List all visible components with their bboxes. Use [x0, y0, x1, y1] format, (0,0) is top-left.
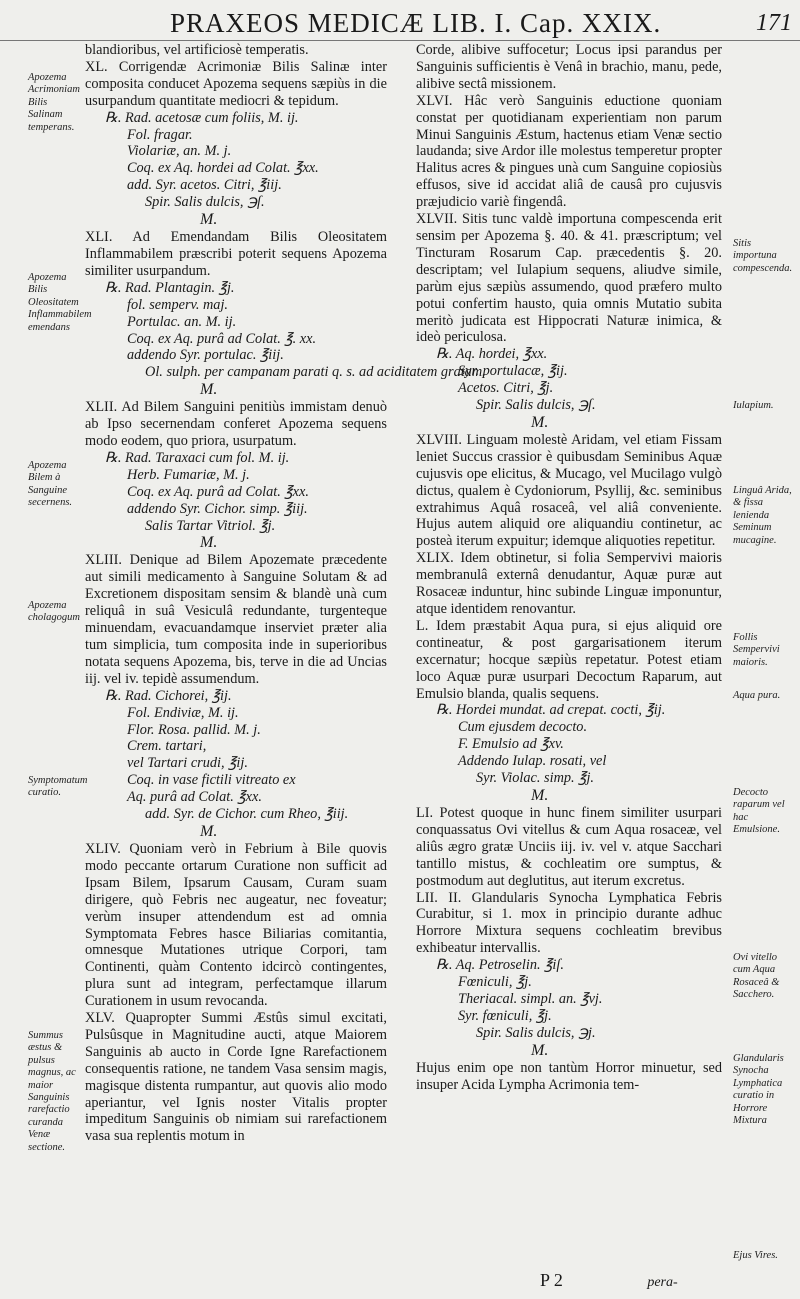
- prescription-line: ℞. Aq. hordei, ℥xx.: [436, 346, 548, 363]
- margin-note: Aqua pura.: [733, 690, 781, 701]
- prescription: [416, 702, 722, 805]
- prescription: [85, 110, 387, 229]
- prescription: [85, 450, 387, 553]
- prescription-line: Coq. in vase fictili vitreato ex: [127, 772, 296, 789]
- paragraph: LII. II. Glandularis Synocha Lymphatica Febris Curabitur, si 1. mox in principio durante adhuc Horrore Mixtura sequens cochleatim brevibus exhibeatur intervallis.: [416, 889, 722, 957]
- paragraph: LI. Potest quoque in hunc finem similiter usurpari conquassatus Ovi vitellus & cum Aqua rosaceæ, vel aliûs ægro gratæ Unciis iij. iv. vel v. atque Sacchari tantillo mistus, & cochleatim ore sumptus, & postmodum aut deglutitus, aut iterum excretus.: [416, 804, 722, 889]
- prescription-line: fol. semperv. maj.: [127, 296, 228, 313]
- paragraph: XL. Corrigendæ Acrimoniæ Bilis Salinæ inter composita conducet Apozema sequens sæpiùs in die usurpandum quantitate mediocri & tepidum.: [85, 58, 387, 109]
- prescription-line: Acetos. Citri, ℥j.: [458, 380, 554, 397]
- catchword: pera-: [647, 1275, 678, 1290]
- paragraph: XLIV. Quoniam verò in Febrium à Bile quovis modo peccante ortarum Curatione non sufficit ad Ipsam Bilem, Ipsarum Causam, Curam suam dirigere, quò Febris nec augeatur, nec foveatur; verùm insuper attendendum est ad omnia Symptomata Febres hasce Biliarias comitantia, omnesque Mutationes utrique Corpori, tam Continenti, quàm Contento idcircò contingentes, plura sunt ad integram, perfectamque illarum Curationem in usum revocanda.: [85, 840, 387, 1010]
- prescription: [85, 688, 387, 841]
- prescription-line: Flor. Rosa. pallid. M. j.: [127, 721, 261, 738]
- paragraph: XLI. Ad Emendandam Bilis Oleositatem Inflammabilem præscribi poterit sequens Apozema similiter usurpandum.: [85, 229, 387, 279]
- misce-mark: M.: [531, 786, 549, 804]
- paragraph: XLVIII. Linguam molestè Aridam, vel etiam Fissam leniet Succus crassior è quibusdam Seminibus Aquæ cujusvis ope elicitus, & Mucago, vel Mucilago vulgò dictus, qualem è Cydoniorum, Psyllij, &c. seminibus extrahimus Aquâ rosaceâ, vel aliâ conveniente. Hujus autem aliquid ore aliquandiu continetur, ac posteà iterum expuitur; idemque aliquoties repetitur.: [416, 431, 722, 550]
- prescription-line: Coq. ex Aq. purâ ad Colat. ℥xx.: [127, 483, 309, 500]
- margin-note: Follis Sempervivi maioris.: [733, 632, 780, 668]
- paragraph: XLVI. Hâc verò Sanguinis eductione quoniam constat per quotidianam experientiam non parum Minui Sanguinis Æstum, hactenus etiam Venæ sectio laudanda; sive Ardor ille molestus temperetur propter Halitus acres & pingues unà cum Sanguine copiosiùs effusos, sive id accidat aliâ de causâ pro cujusvis præjudicio variè fingendâ.: [416, 92, 722, 211]
- prescription-line: Syr. fœniculi, ℥j.: [458, 1007, 552, 1024]
- margin-note: Apozema cholagogum: [28, 600, 80, 624]
- margin-note: Summus æstus & pulsus magnus, ac maior Sanguinis rarefactio curanda Venæ sectione.: [28, 1030, 76, 1153]
- prescription-line: Ol. sulph. per campanam parati q. s. ad aciditatem gratam.: [145, 364, 486, 381]
- paragraph: XLVII. Sitis tunc valdè importuna compescenda erit sensim per Apozema §. 40. & 41. præscriptum; vel Tincturam Rosarum Cap. præcedentis §. 20. descriptam; vel Iulapium sequens, aliudve simile, parùm ejus sæpiùs assumendo, quod præfero multo potui confertim hausto, quia omnis Mutatio subita meritò judicata est Hippocrati Naturæ inimica, & ideò periculosa.: [416, 211, 722, 346]
- paragraph: L. Idem præstabit Aqua pura, si ejus aliquid ore contineatur, & post gargarisationem iterum excernatur; hocque sæpiùs repetatur. Potest etiam loco Aquæ puræ usurpari Decoctum Raparum, aut Emulsio blanda, qualis sequens.: [416, 617, 722, 702]
- prescription-line: Crem. tartari,: [127, 738, 207, 755]
- prescription-line: add. Syr. acetos. Citri, ℥iij.: [127, 177, 282, 194]
- paragraph: XLIX. Idem obtinetur, si folia Sempervivi maioris membranulâ externâ denudantur, Aquæ puræ aut Rosaceæ induntur, hinc subinde Linguæ imponuntur, atque identidem renovantur.: [416, 550, 722, 617]
- margin-note: Iulapium.: [733, 400, 774, 411]
- margin-note: Apozema Bilem à Sanguine secernens.: [28, 460, 73, 509]
- prescription-line: Portulac. an. M. ij.: [127, 313, 237, 330]
- prescription: [416, 346, 722, 432]
- prescription-line: Spir. Salis dulcis, ℈j.: [476, 1024, 596, 1041]
- prescription-line: Salis Tartar Vitriol. ℥j.: [145, 517, 276, 534]
- prescription-line: Violariæ, an. M. j.: [127, 143, 232, 160]
- prescription-line: Fol. fragar.: [127, 126, 193, 143]
- paragraph: Corde, alibive suffocetur; Locus ipsi parandus per Sanguinis sufficientis è Venâ in brachio, manu, pede, alibive sectâ missionem.: [416, 42, 722, 92]
- paragraph: XLII. Ad Bilem Sanguini penitiùs immistam denuò ab Ipso secernendam conferet Apozema sequens modo eodem, quo priora, usurpatum.: [85, 399, 387, 450]
- misce-mark: M.: [200, 381, 218, 399]
- prescription-line: Fol. Endiviæ, M. ij.: [127, 704, 239, 721]
- misce-mark: M.: [200, 211, 218, 229]
- margin-note: Symptomatum curatio.: [28, 775, 88, 799]
- misce-mark: M.: [200, 534, 218, 552]
- misce-mark: M.: [531, 1041, 549, 1059]
- prescription-line: Herb. Fumariæ, M. j.: [127, 466, 250, 483]
- signature-mark: P 2: [540, 1270, 563, 1290]
- running-header: [0, 6, 800, 41]
- misce-mark: M.: [531, 413, 549, 431]
- prescription-line: Addendo Iulap. rosati, vel: [458, 753, 607, 770]
- page-number: 171: [756, 10, 792, 36]
- prescription-line: ℞. Rad. acetosæ cum foliis, M. ij.: [105, 109, 299, 126]
- prescription-line: F. Emulsio ad ℥xv.: [458, 736, 564, 753]
- running-title: PRAXEOS MEDICÆ LIB. I. Cap. XXIX.: [170, 8, 662, 38]
- prescription-line: Syr. Violac. simp. ℥j.: [476, 770, 594, 787]
- margin-note: Sitis importuna compescenda.: [733, 238, 793, 274]
- paragraph: XLV. Quapropter Summi Æstûs simul excitati, Pulsûsque in Magnitudine aucti, atque Maiorem Sanguinis ab aucto in Corde Igne Rarefactionem consequentis ratione, ne tandem Vasa sensim magis, magisque distenta rumpantur, aut quovis alio modo aperiantur, vel Ignis noster Vitalis propter impeditum Sanguinis ob nimiam sui rarefactionem vasa sua replentis motum in: [85, 1010, 387, 1145]
- prescription: [85, 279, 486, 399]
- prescription-line: Theriacal. simpl. an. ℥vj.: [458, 990, 603, 1007]
- prescription-line: Aq. purâ ad Colat. ℥xx.: [127, 789, 262, 806]
- prescription-line: ℞. Hordei mundat. ad crepat. cocti, ℥ij.: [436, 702, 666, 719]
- prescription-line: addendo Syr. portulac. ℥iij.: [127, 347, 284, 364]
- prescription-line: vel Tartari crudi, ℥ij.: [127, 755, 248, 772]
- prescription-line: Coq. ex Aq. purâ ad Colat. ℥. xx.: [127, 330, 317, 347]
- prescription-line: Spir. Salis dulcis, ℈ſ.: [476, 397, 596, 414]
- prescription: [416, 957, 722, 1060]
- prescription-line: ℞. Rad. Plantagin. ℥j.: [105, 279, 235, 296]
- prescription-line: add. Syr. de Cichor. cum Rheo, ℥iij.: [145, 806, 349, 823]
- margin-note: Ejus Vires.: [733, 1250, 778, 1261]
- margin-note: Glandularis Synocha Lymphatica curatio in Horrore Mixtura: [733, 1053, 784, 1127]
- paragraph: XLIII. Denique ad Bilem Apozemate præcedente aut simili medicamento à Sanguine Solutam & ad Excretionem dispositam sensim & blandè unà cum reliquâ in suâ Vesiculâ redundante, turgenteque minuendam, evacuandamque inserviet præter alia tum simplicia, tum composita inde in superioribus notata sequens Apozema, bis, terve in die ad Uncias iij. vel iv. tepidè assumendum.: [85, 552, 387, 687]
- margin-note: Decocto raparum vel hac Emulsione.: [733, 787, 785, 836]
- left-text-column: [85, 42, 486, 1145]
- right-text-column: [416, 42, 722, 1093]
- misce-mark: M.: [200, 822, 218, 840]
- prescription-line: addendo Syr. Cichor. simp. ℥iij.: [127, 500, 308, 517]
- prescription-line: Coq. ex Aq. hordei ad Colat. ℥xx.: [127, 160, 319, 177]
- prescription-line: ℞. Rad. Cichorei, ℥ij.: [105, 687, 232, 704]
- margin-note: Apozema Bilis Oleositatem Inflammabilem emendans: [28, 272, 92, 333]
- paragraph: blandioribus, vel artificiosè temperatis.: [85, 42, 309, 58]
- prescription-line: Fœniculi, ℥j.: [458, 974, 532, 991]
- margin-note: Linguâ Arida, & fissa lenienda Seminum mucagine.: [733, 485, 792, 546]
- margin-note: Ovi vitello cum Aqua Rosaceâ & Sacchero.: [733, 952, 780, 1001]
- prescription-line: Spir. Salis dulcis, ℈ſ.: [145, 194, 265, 211]
- page-footer: [540, 1270, 678, 1291]
- prescription-line: Cum ejusdem decocto.: [458, 719, 588, 736]
- prescription-line: Syr. portulacæ, ℥ij.: [458, 363, 568, 380]
- prescription-line: ℞. Aq. Petroselin. ℥iſ.: [436, 957, 564, 974]
- margin-note: Apozema Acrimoniam Bilis Salinam temperans.: [28, 72, 80, 133]
- paragraph: Hujus enim ope non tantùm Horror minuetur, sed insuper Acida Lympha Acrimonia tem-: [416, 1059, 722, 1093]
- prescription-line: ℞. Rad. Taraxaci cum fol. M. ij.: [105, 449, 290, 466]
